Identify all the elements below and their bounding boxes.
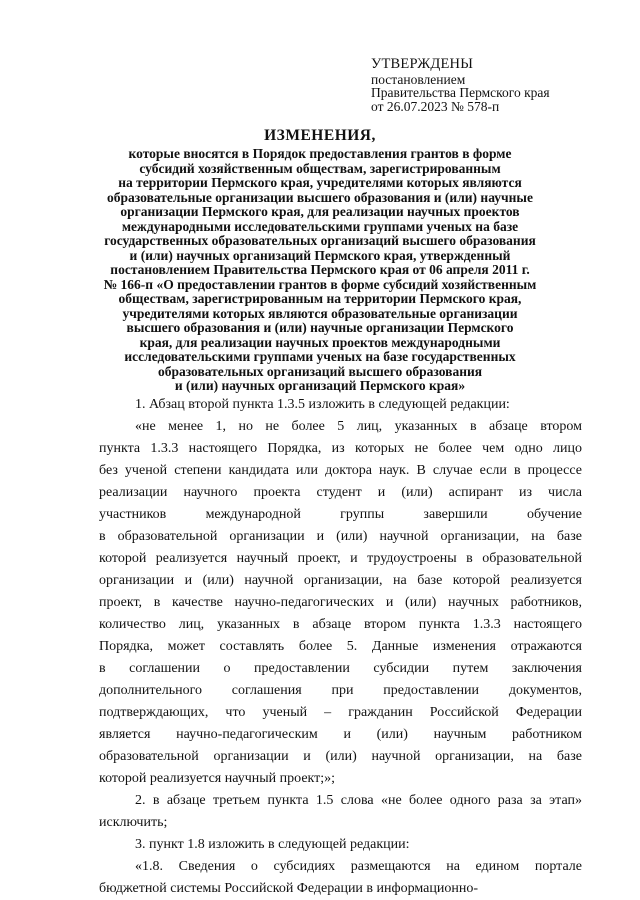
text-line: количество лиц, указанных в абзаце втором пункта 1.3.3 настоящего xyxy=(99,617,582,632)
document-heading: ИЗМЕНЕНИЯ, xyxy=(264,127,376,144)
document-subtitle xyxy=(40,147,600,394)
text-line: пункта 1.3.3 настоящего Порядка, из которых не более чем одно лицо xyxy=(99,441,582,456)
text-line: проект, в качестве научно-педагогических и (или) научных работников, xyxy=(99,595,582,610)
text-line: дополнительного соглашения при предоставлении документов, xyxy=(99,683,582,698)
subtitle-line: исследовательскими группами ученых на базе государственных xyxy=(124,349,516,364)
text-line: 3. пункт 1.8 изложить в следующей редакции: xyxy=(135,837,410,852)
subtitle-line: образовательные организации высшего образования и (или) научные xyxy=(107,189,533,205)
subtitle-line: и (или) научных организаций Пермского края, утвержденный xyxy=(129,247,511,263)
subtitle-line: субсидий хозяйственным обществам, зарегистрированным xyxy=(139,160,501,176)
text-line: исключить; xyxy=(99,815,168,830)
text-line: в соглашении о предоставлении субсидии путем заключения xyxy=(99,661,582,676)
text-line: подтверждающих, что ученый – гражданин Российской Федерации xyxy=(99,705,582,720)
approval-line: Правительства Пермского края xyxy=(371,85,550,100)
text-line: Порядка, может составлять более 5. Данные изменения отражаются xyxy=(99,639,582,654)
subtitle-line: государственных образовательных организаций высшего образования xyxy=(104,233,536,248)
text-line: организации и (или) научной организации, на базе которой реализуется xyxy=(99,573,582,588)
text-line: 1. Абзац второй пункта 1.3.5 изложить в следующей редакции: xyxy=(135,397,510,412)
paragraph-item-3-text xyxy=(99,856,582,900)
subtitle-line: и (или) научных организаций Пермского края» xyxy=(174,378,466,393)
subtitle-line: обществам, зарегистрированным на территории Пермского края, xyxy=(118,291,522,306)
text-line: без ученой степени кандидата или доктора наук. В случае если в процессе xyxy=(99,463,582,478)
subtitle-line: № 166-п «О предоставлении грантов в форме субсидий хозяйственным xyxy=(103,276,537,292)
subtitle-line: учредителями которых являются образовательные организации xyxy=(122,305,518,321)
subtitle-line: на территории Пермского края, учредителями которых являются xyxy=(118,175,522,190)
text-line: «не менее 1, но не более 5 лиц, указанных в абзаце втором xyxy=(135,419,582,434)
approval-title: УТВЕРЖДЕНЫ xyxy=(371,56,474,72)
text-line: которой реализуется научный проект;»; xyxy=(99,771,336,786)
text-line: образовательной организации и (или) научной организации, на базе xyxy=(99,749,582,764)
approval-line: постановлением xyxy=(371,71,466,87)
paragraph-item-1 xyxy=(99,394,582,416)
subtitle-line: постановлением Правительства Пермского края от 06 апреля 2011 г. xyxy=(110,262,530,277)
text-line: является научно-педагогическим и (или) научным работником xyxy=(99,727,582,742)
text-line: реализации научного проекта студент и (или) аспирант из числа xyxy=(99,485,582,500)
subtitle-line: которые вносятся в Порядок предоставления грантов в форме xyxy=(128,146,512,161)
paragraph-item-2 xyxy=(99,790,582,834)
subtitle-line: образовательных организаций высшего образования xyxy=(157,363,483,379)
subtitle-line: международными исследовательскими группами ученых на базе xyxy=(121,218,519,234)
text-line: «1.8. Сведения о субсидиях размещаются на едином портале xyxy=(135,859,582,874)
approval-stamp xyxy=(371,58,550,113)
paragraph-quoted-text xyxy=(99,416,582,790)
text-line: в образовательной организации и (или) научной организации, на базе xyxy=(99,529,582,544)
paragraph-item-3 xyxy=(99,834,582,856)
subtitle-line: высшего образования и (или) научные организации Пермского xyxy=(126,320,514,335)
text-line: которой реализуется научный проект, и трудоустроены в образовательной xyxy=(99,551,582,566)
text-line: 2. в абзаце третьем пункта 1.5 слова «не более одного раза за этап» xyxy=(135,793,582,808)
text-line: бюджетной системы Российской Федерации в информационно- xyxy=(99,881,478,896)
subtitle-line: края, для реализации научных проектов международными xyxy=(139,334,501,350)
approval-line: от 26.07.2023 № 578-п xyxy=(371,98,500,114)
text-line: участников международной группы завершили обучение xyxy=(99,507,582,522)
subtitle-line: организации Пермского края, для реализации научных проектов xyxy=(120,204,520,219)
